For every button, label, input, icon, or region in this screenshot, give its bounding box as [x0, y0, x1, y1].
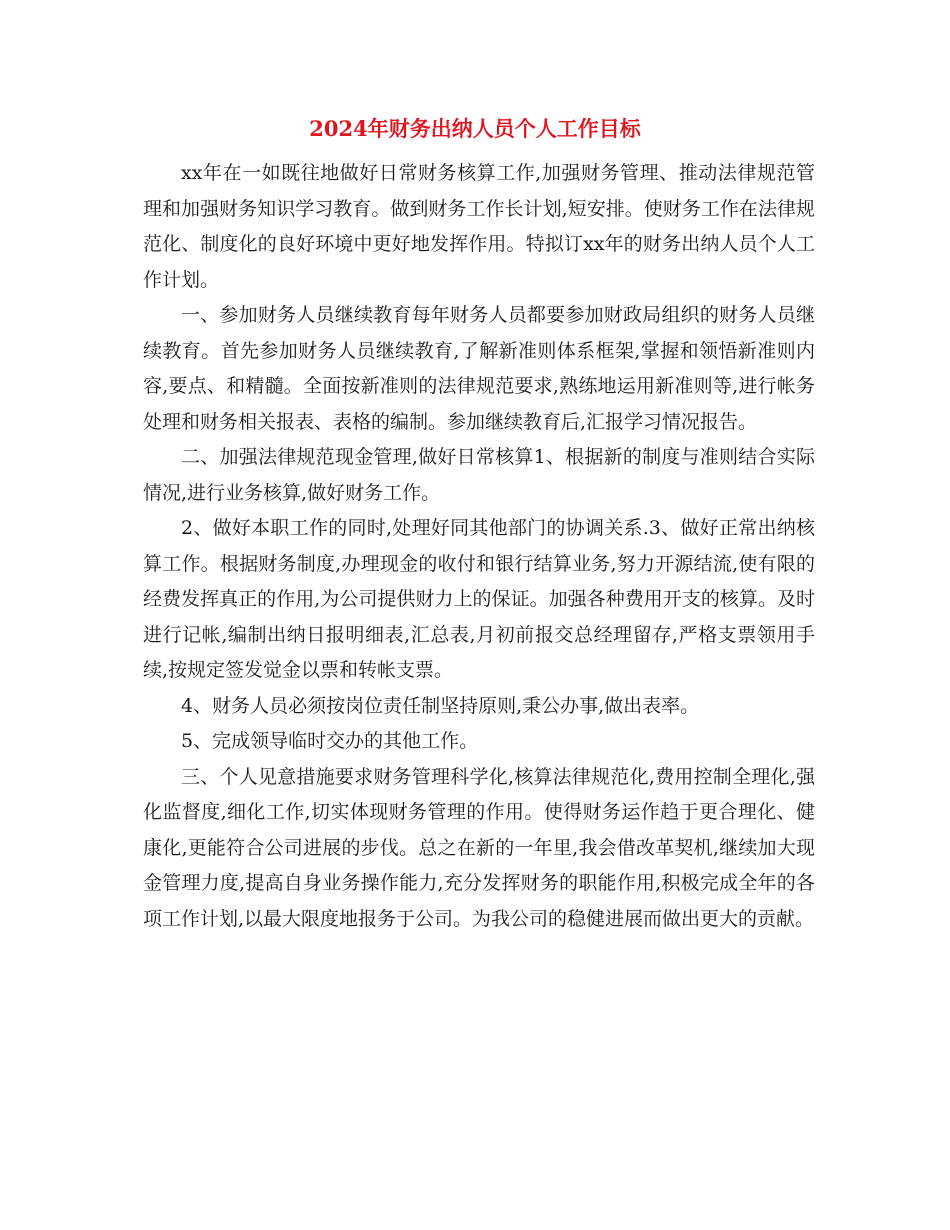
paragraph-item-2: 2、做好本职工作的同时,处理好同其他部门的协调关系.3、做好正常出纳核算工作。根据财务制度,办理现金的收付和银行结算业务,努力开源结流,使有限的经费发挥真正的作用,为公司提供财力上的保证。加强各种费用开支的核算。及时进行记帐,编制出纳日报明细表,汇总表,月初前报交总经理留存,严格支票领用手续,按规定签发觉金以票和转帐支票。	[143, 517, 815, 681]
document-title: 2024年财务出纳人员个人工作目标	[309, 116, 641, 141]
paragraph-intro: xx年在一如既往地做好日常财务核算工作,加强财务管理、推动法律规范管理和加强财务知识学习教育。做到财务工作长计划,短安排。使财务工作在法律规范化、制度化的良好环境中更好地发挥作用。特拟订xx年的财务出纳人员个人工作计划。	[143, 162, 815, 291]
paragraph-section-1: 一、参加财务人员继续教育每年财务人员都要参加财政局组织的财务人员继续教育。首先参加财务人员继续教育,了解新准则体系框架,掌握和领悟新准则内容,要点、和精髓。全面按新准则的法律规范要求,熟练地运用新准则等,进行帐务处理和财务相关报表、表格的编制。参加继续教育后,汇报学习情况报告。	[143, 304, 815, 433]
paragraph-item-4: 4、财务人员必须按岗位责任制坚持原则,秉公办事,做出表率。	[181, 694, 700, 717]
document-body	[143, 156, 815, 937]
paragraph-section-3: 三、个人见意措施要求财务管理科学化,核算法律规范化,费用控制全理化,强化监督度,细化工作,切实体现财务管理的作用。使得财务运作趋于更合理化、健康化,更能符合公司进展的步伐。总之在新的一年里,我会借改革契机,继续加大现金管理力度,提高自身业务操作能力,充分发挥财务的职能作用,积极完成全年的各项工作计划,以最大限度地报务于公司。为我公司的稳健进展而做出更大的贡献。	[143, 765, 815, 930]
paragraph-item-5: 5、完成领导临时交办的其他工作。	[181, 730, 479, 752]
paragraph-section-2: 二、加强法律规范现金管理,做好日常核算1、根据新的制度与准则结合实际情况,进行业务核算,做好财务工作。	[143, 446, 815, 504]
